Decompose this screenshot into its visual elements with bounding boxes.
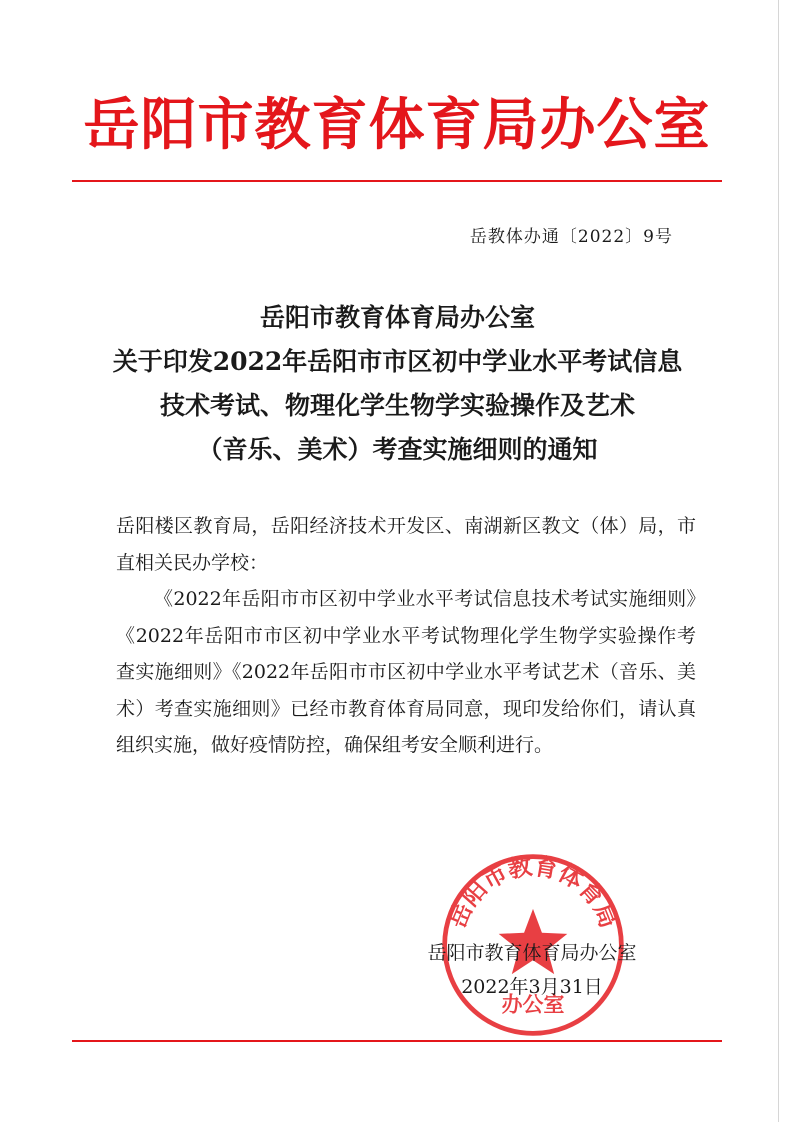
recipients: 岳阳楼区教育局，岳阳经济技术开发区、南湖新区教文（体）局，市直相关民办学校： — [116, 515, 696, 574]
document-body — [116, 508, 696, 764]
title-line: （音乐、美术）考查实施细则的通知 — [197, 435, 598, 464]
title-line: 岳阳市教育体育局办公室 — [259, 303, 535, 332]
seal-top-text: 岳阳市教育体育局 — [443, 852, 623, 932]
seal-bottom-text: 办公室 — [501, 992, 565, 1017]
title-line: 关于印发2022年岳阳市市区初中学业水平考试信息 — [112, 347, 683, 376]
signature-block — [402, 936, 662, 1004]
letterhead-title: 岳阳市教育体育局办公室 — [83, 93, 711, 158]
document-number: 岳教体办通〔2022〕9号 — [469, 227, 673, 247]
footer-divider — [72, 1040, 722, 1042]
signature-date: 2022年3月31日 — [461, 976, 603, 998]
title-line: 技术考试、物理化学生物学实验操作及艺术 — [159, 391, 635, 420]
signature-organization: 岳阳市教育体育局办公室 — [427, 942, 637, 964]
letterhead-divider — [72, 180, 722, 182]
document-title — [90, 296, 705, 472]
body-paragraph: 《2022年岳阳市市区初中学业水平考试信息技术考试实施细则》《2022年岳阳市市区初中学业水平考试物理化学生物学实验操作考查实施细则》《2022年岳阳市市区初中学业水平考试艺术（音乐、美术）考查实施细则》已经市教育体育局同意，现印发给你们，请认真组织实施，做好疫情防控，确保组考安全顺利进行。 — [116, 588, 696, 756]
scan-edge-line — [778, 0, 779, 1122]
